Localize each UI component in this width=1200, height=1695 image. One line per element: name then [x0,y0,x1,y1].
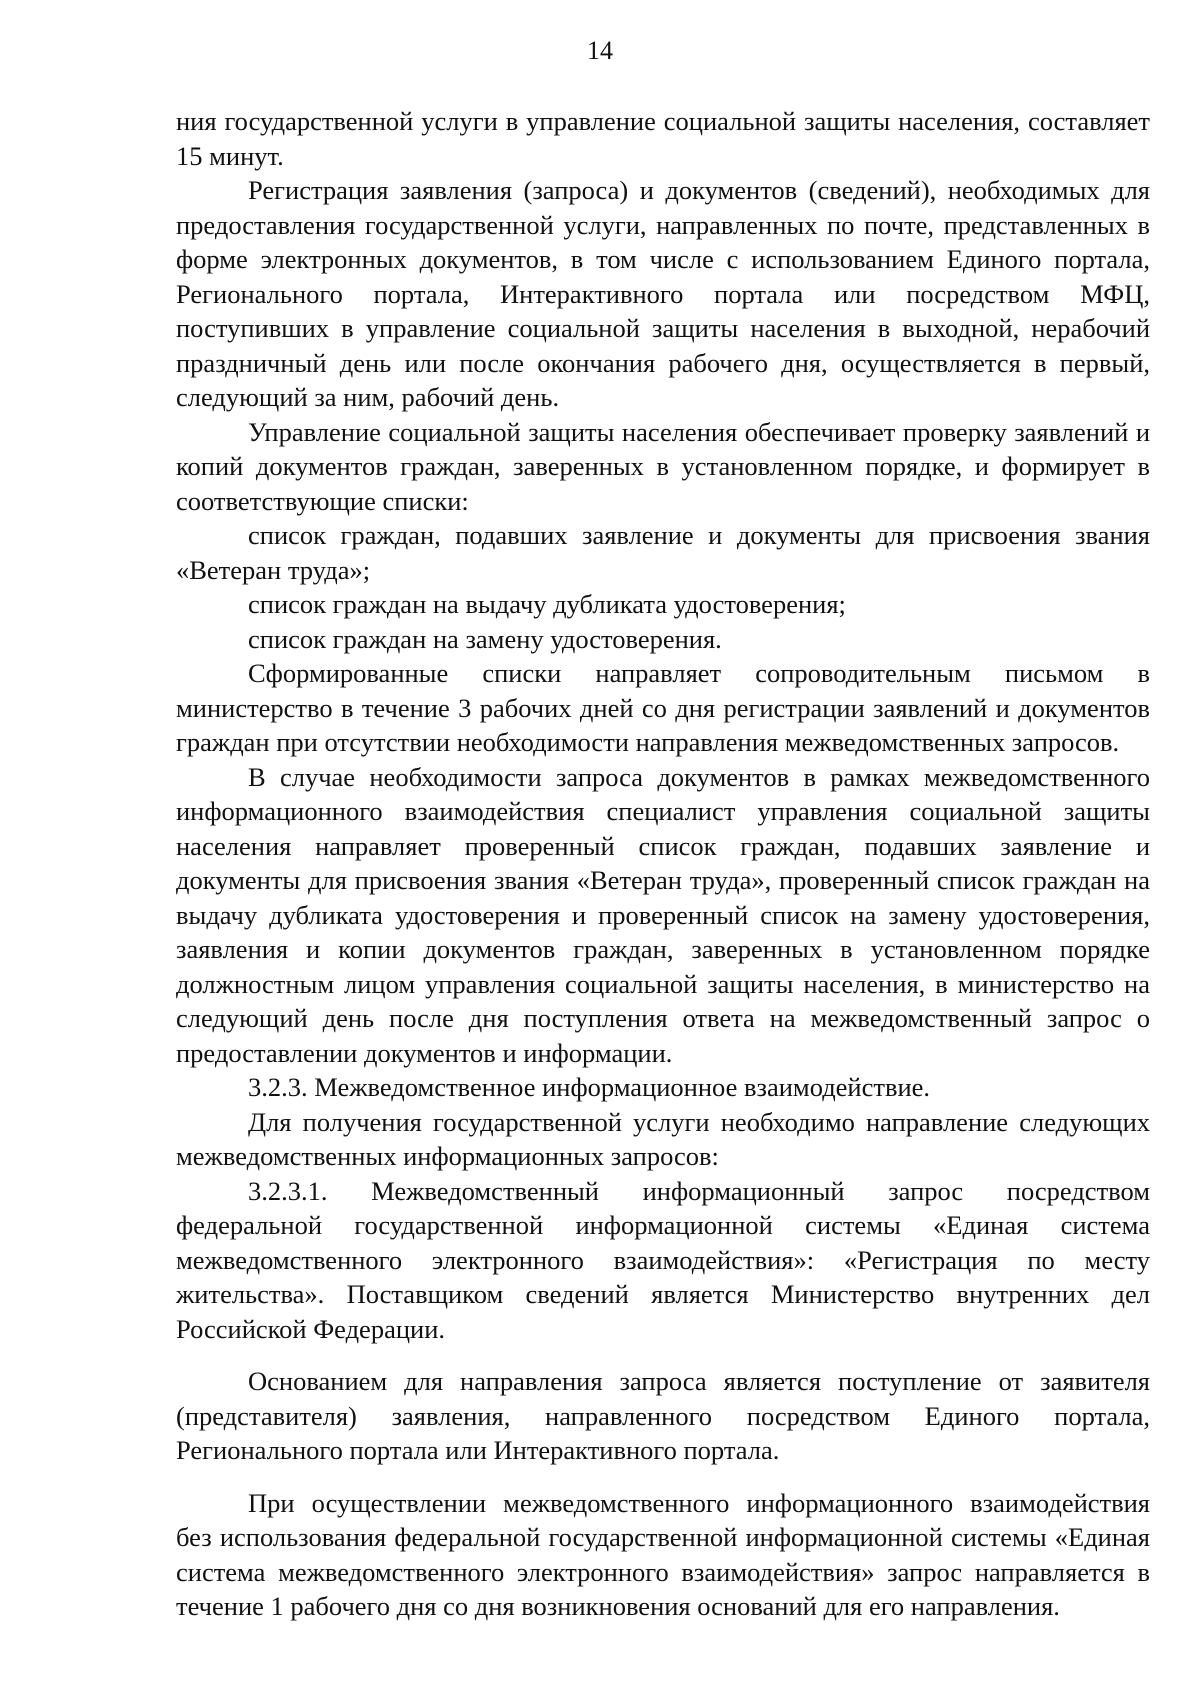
page-number: 14 [587,36,613,65]
paragraph-basis: Основанием для направления запроса является поступление от заявителя (представителя) заявления, направленного посредством Единого портала, Регионального портала или Интерактивного портала. [176,1366,1150,1465]
paragraph-continuation: ния государственной услуги в управление социальной защиты населения, составляет 15 минут. [176,106,1150,171]
list-item-replacement: список граждан на замену удостоверения. [248,623,722,654]
paragraph-lists-sent: Сформированные списки направляет сопроводительным письмом в министерство в течение 3 рабочих дней со дня регистрации заявлений и документов граждан при отсутствии необходимости направления межведомственных запросов. [176,658,1150,757]
document-body [176,104,1150,1624]
paragraph-verification: Управление социальной защиты населения обеспечивает проверку заявлений и копий документов граждан, заверенных в установленном порядке, и формирует в соответствующие списки: [176,416,1150,516]
list-item-duplicate: список граждан на выдачу дубликата удостоверения; [248,589,846,619]
section-heading-3-2-3: 3.2.3. Межведомственное информационное взаимодействие. [248,1072,931,1102]
paragraph-requests-needed: Для получения государственной услуги необходимо направление следующих межведомственных информационных запросов: [176,1106,1150,1171]
paragraph-interagency-need: В случае необходимости запроса документов в рамках межведомственного информационного взаимодействия специалист управления социальной защиты населения направляет проверенный список граждан, подавших заявление и документы для присвоения звания «Ветеран труда», проверенный список граждан на выдачу дубликата удостоверения и проверенный список на замену удостоверения, заявления и копии документов граждан, заверенных в установленном порядке должностным лицом управления социальной защиты населения, в министерство на следующий день после дня поступления ответа на межведомственный запрос о предоставлении документов и информации. [176,761,1150,1068]
list-item-veteran: список граждан, подавших заявление и документы для присвоения звания «Ветеран труда»; [176,520,1150,585]
paragraph-without-system: При осуществлении межведомственного информационного взаимодействия без использования федеральной государственной информационной системы «Единая система межведомственного электронного взаимодействия» запрос направляется в течение 1 рабочего дня со дня возникновения оснований для его направления. [176,1487,1150,1621]
section-3-2-3-1: 3.2.3.1. Межведомственный информационный запрос посредством федеральной государственной информационной системы «Единая система межведомственного электронного взаимодействия»: «Регистрация по месту жительства». Поставщиком сведений является Министерство внутренних дел Российской Федерации. [176,1175,1150,1344]
paragraph-registration: Регистрация заявления (запроса) и документов (сведений), необходимых для предоставления государственной услуги, направленных по почте, представленных в форме электронных документов, в том числе с использованием Единого портала, Регионального портала, Интерактивного портала или посредством МФЦ, поступивших в управление социальной защиты населения в выходной, нерабочий праздничный день или после окончания рабочего дня, осуществляется в первый, следующий за ним, рабочий день. [176,175,1150,412]
